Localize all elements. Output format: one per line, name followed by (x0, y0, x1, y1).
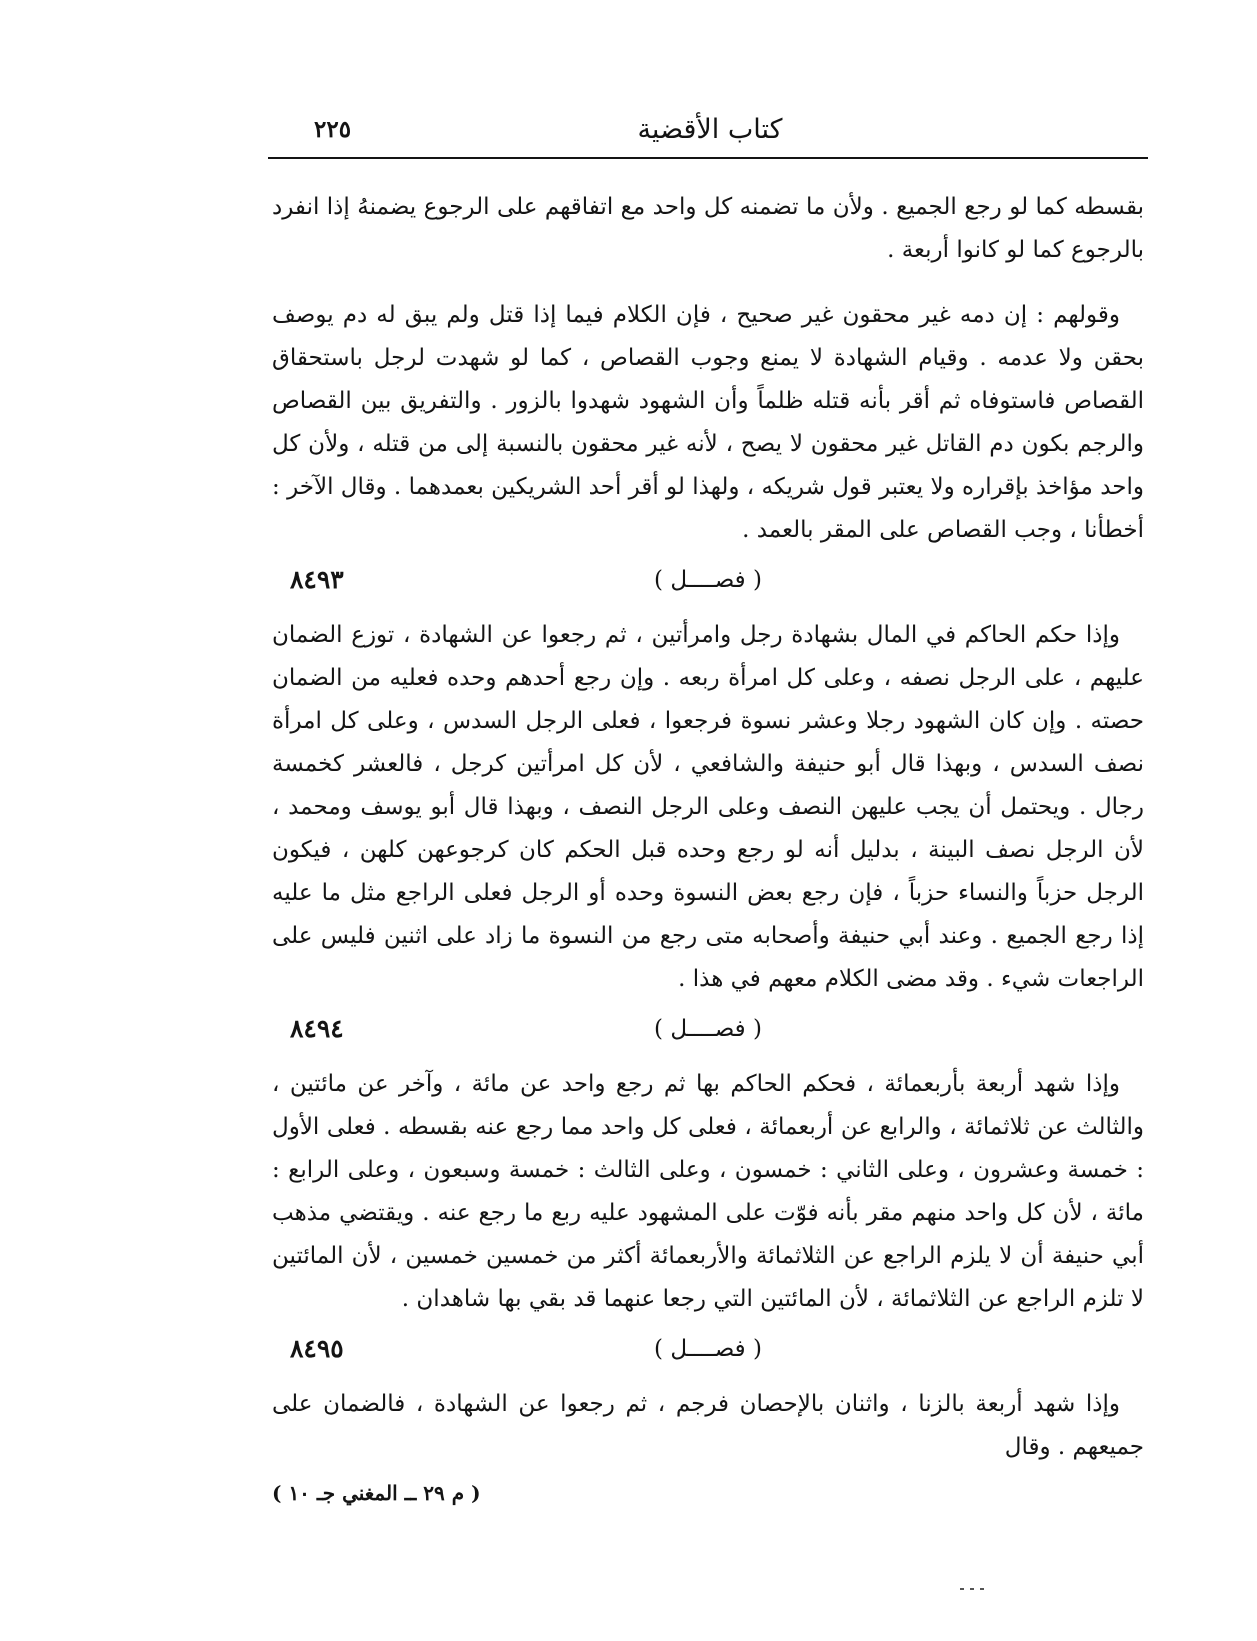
section-label: ( فصــــل ) (654, 567, 762, 593)
section-number: ٨٤٩٤ (290, 1014, 344, 1043)
page-title: كتاب الأقضية (637, 114, 783, 145)
paragraph-reply: وقولهم : إن دمه غير محقون غير صحيح ، فإن الكلام فيما إذا قتل ولم يبق له دم يوصف بحقن ولا عدمه . وقيام الشهادة لا يمنع وجوب القصاص ، كما لو شهدت لرجل باستحقاق القصاص فاستوفاه ثم أقر بأنه قتله ظلماً وأن الشهود شهدوا بالزور . والتفريق بين القصاص والرجم بكون دم القاتل غير محقون لا يصح ، لأنه غير محقون بالنسبة إلى من قتله ، ولأن كل واحد مؤاخذ بإقراره ولا يعتبر قول شريكه ، ولهذا لو أقر أحد الشريكين بعمدهما . وقال الآخر : أخطأنا ، وجب القصاص على المقر بالعمد . (272, 302, 1144, 543)
section-heading-8494 (272, 1009, 1144, 1053)
section-heading-8495 (272, 1329, 1144, 1373)
section-heading-8493 (272, 560, 1144, 604)
header-rule (268, 157, 1148, 159)
section-label: ( فصــــل ) (654, 1016, 762, 1042)
section-label: ( فصــــل ) (654, 1336, 762, 1362)
paragraph-section-8495: وإذا شهد أربعة بالزنا ، واثنان بالإحصان فرجم ، ثم رجعوا عن الشهادة ، فالضمان على جميعهم . وقال (272, 1391, 1144, 1460)
paragraph-section-8493: وإذا حكم الحاكم في المال بشهادة رجل وامرأتين ، ثم رجعوا عن الشهادة ، توزع الضمان عليهم ، على الرجل نصفه ، وعلى كل امرأة ربعه . وإن رجع أحدهم وحده فعليه من الضمان حصته . وإن كان الشهود رجلا وعشر نسوة فرجعوا ، فعلى الرجل السدس ، وعلى كل امرأة نصف السدس ، وبهذا قال أبو حنيفة والشافعي ، لأن كل امرأتين كرجل ، فالعشر كخمسة رجال . ويحتمل أن يجب عليهن النصف وعلى الرجل النصف ، وبهذا قال أبو يوسف ومحمد ، لأن الرجل نصف البينة ، بدليل أنه لو رجع وحده قبل الحكم كان كرجوعهن كلهن ، فيكون الرجل حزباً والنساء حزباً ، فإن رجع بعض النسوة وحده أو الرجل فعلى الراجع مثل ما عليه إذا رجع الجميع . وعند أبي حنيفة وأصحابه متى رجع من النسوة ما زاد على اثنين فليس على الراجعات شيء . وقد مضى الكلام معهم في هذا . (272, 622, 1144, 992)
paragraph-gap (272, 272, 1144, 294)
scan-specks (960, 1588, 1000, 1596)
section-number: ٨٤٩٥ (290, 1334, 344, 1363)
paragraph-section-8494: وإذا شهد أربعة بأربعمائة ، فحكم الحاكم بها ثم رجع واحد عن مائة ، وآخر عن مائتين ، والثالث عن ثلاثمائة ، والرابع عن أربعمائة ، فعلى كل واحد مما رجع عنه بقسطه . فعلى الأول : خمسة وعشرون ، وعلى الثاني : خمسون ، وعلى الثالث : خمسة وسبعون ، وعلى الرابع : مائة ، لأن كل واحد منهم مقر بأنه فوّت على المشهود عليه ربع ما رجع عنه . ويقتضي مذهب أبي حنيفة أن لا يلزم الراجع عن الثلاثمائة والأربعمائة أكثر من خمسين خمسين ، لأن المائتين لا تلزم الراجع عن الثلاثمائة ، لأن المائتين التي رجعا عنهما قد بقي بها شاهدان . (272, 1071, 1144, 1312)
page-body (272, 186, 1144, 1469)
section-number: ٨٤٩٣ (290, 565, 344, 594)
paragraph-continuation: بقسطه كما لو رجع الجميع . ولأن ما تضمنه كل واحد مع اتفاقهم على الرجوع يضمنهُ إذا انفرد بالرجوع كما لو كانوا أربعة . (272, 194, 1144, 263)
running-header (270, 112, 1150, 152)
page-number: ٢٢٥ (314, 116, 352, 143)
signature-mark: ( م ٢٩ ــ المغني جـ ١٠ ) (272, 1481, 481, 1505)
